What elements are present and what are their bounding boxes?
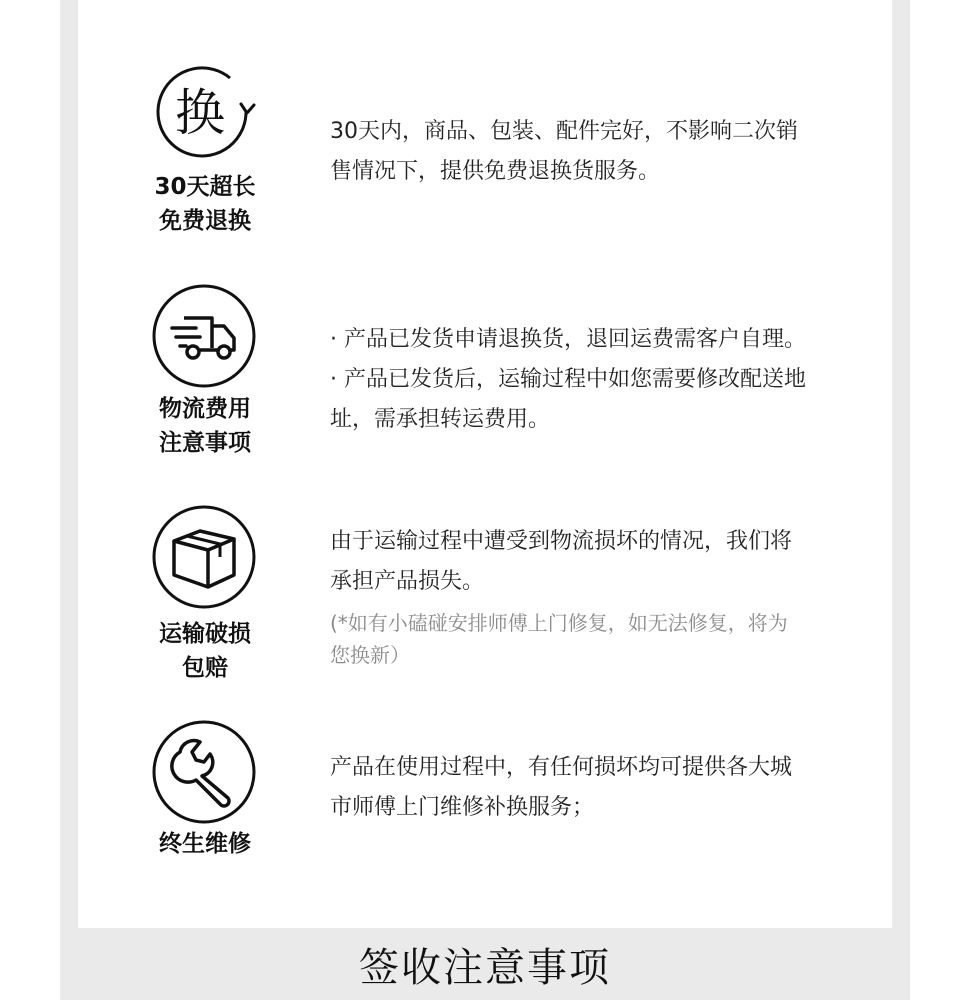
note-line: 您换新） (330, 643, 410, 667)
desc-free-return (330, 112, 860, 192)
desc-line: 30天内，商品、包装、配件完好，不影响二次销 (330, 119, 798, 144)
label-logistics (120, 392, 290, 460)
exchange-char: 换 (175, 84, 225, 142)
wrench-icon (150, 718, 258, 826)
note-line: (*如有小磕碰安排师傅上门修复，如无法修复，将为 (330, 611, 788, 635)
desc-line: 产品在使用过程中，有任何损坏均可提供各大城 (330, 755, 793, 780)
section-title: 签收注意事项 (359, 944, 611, 991)
desc-line: 售情况下，提供免费退换货服务。 (330, 159, 661, 184)
label-line: 终生维修 (159, 831, 251, 857)
label-line: 30天超长 (154, 174, 256, 200)
label-line: 注意事项 (159, 430, 251, 456)
label-lifetime-repair (120, 827, 290, 861)
exchange-char-icon (150, 60, 258, 168)
desc-line: · 产品已发货申请退换货，退回运费需客户自理。 (330, 327, 806, 352)
box-icon (150, 503, 258, 611)
desc-logistics (330, 320, 860, 440)
desc-line: 承担产品损失。 (330, 569, 485, 594)
label-line: 免费退换 (159, 208, 251, 234)
truck-icon (150, 282, 258, 390)
label-line: 物流费用 (159, 396, 251, 422)
label-damage (120, 617, 290, 685)
label-line: 运输破损 (159, 621, 251, 647)
desc-line: 市师傅上门维修补换服务； (330, 795, 595, 820)
note-damage (330, 607, 860, 671)
desc-line: · 产品已发货后，运输过程中如您需要修改配送地 (330, 367, 806, 392)
label-line: 包赔 (182, 655, 228, 681)
desc-line: 址，需承担转运费用。 (330, 407, 551, 432)
desc-line: 由于运输过程中遭受到物流损坏的情况，我们将 (330, 529, 793, 554)
desc-lifetime-repair (330, 748, 860, 828)
desc-damage (330, 522, 860, 602)
label-free-return (120, 170, 290, 238)
